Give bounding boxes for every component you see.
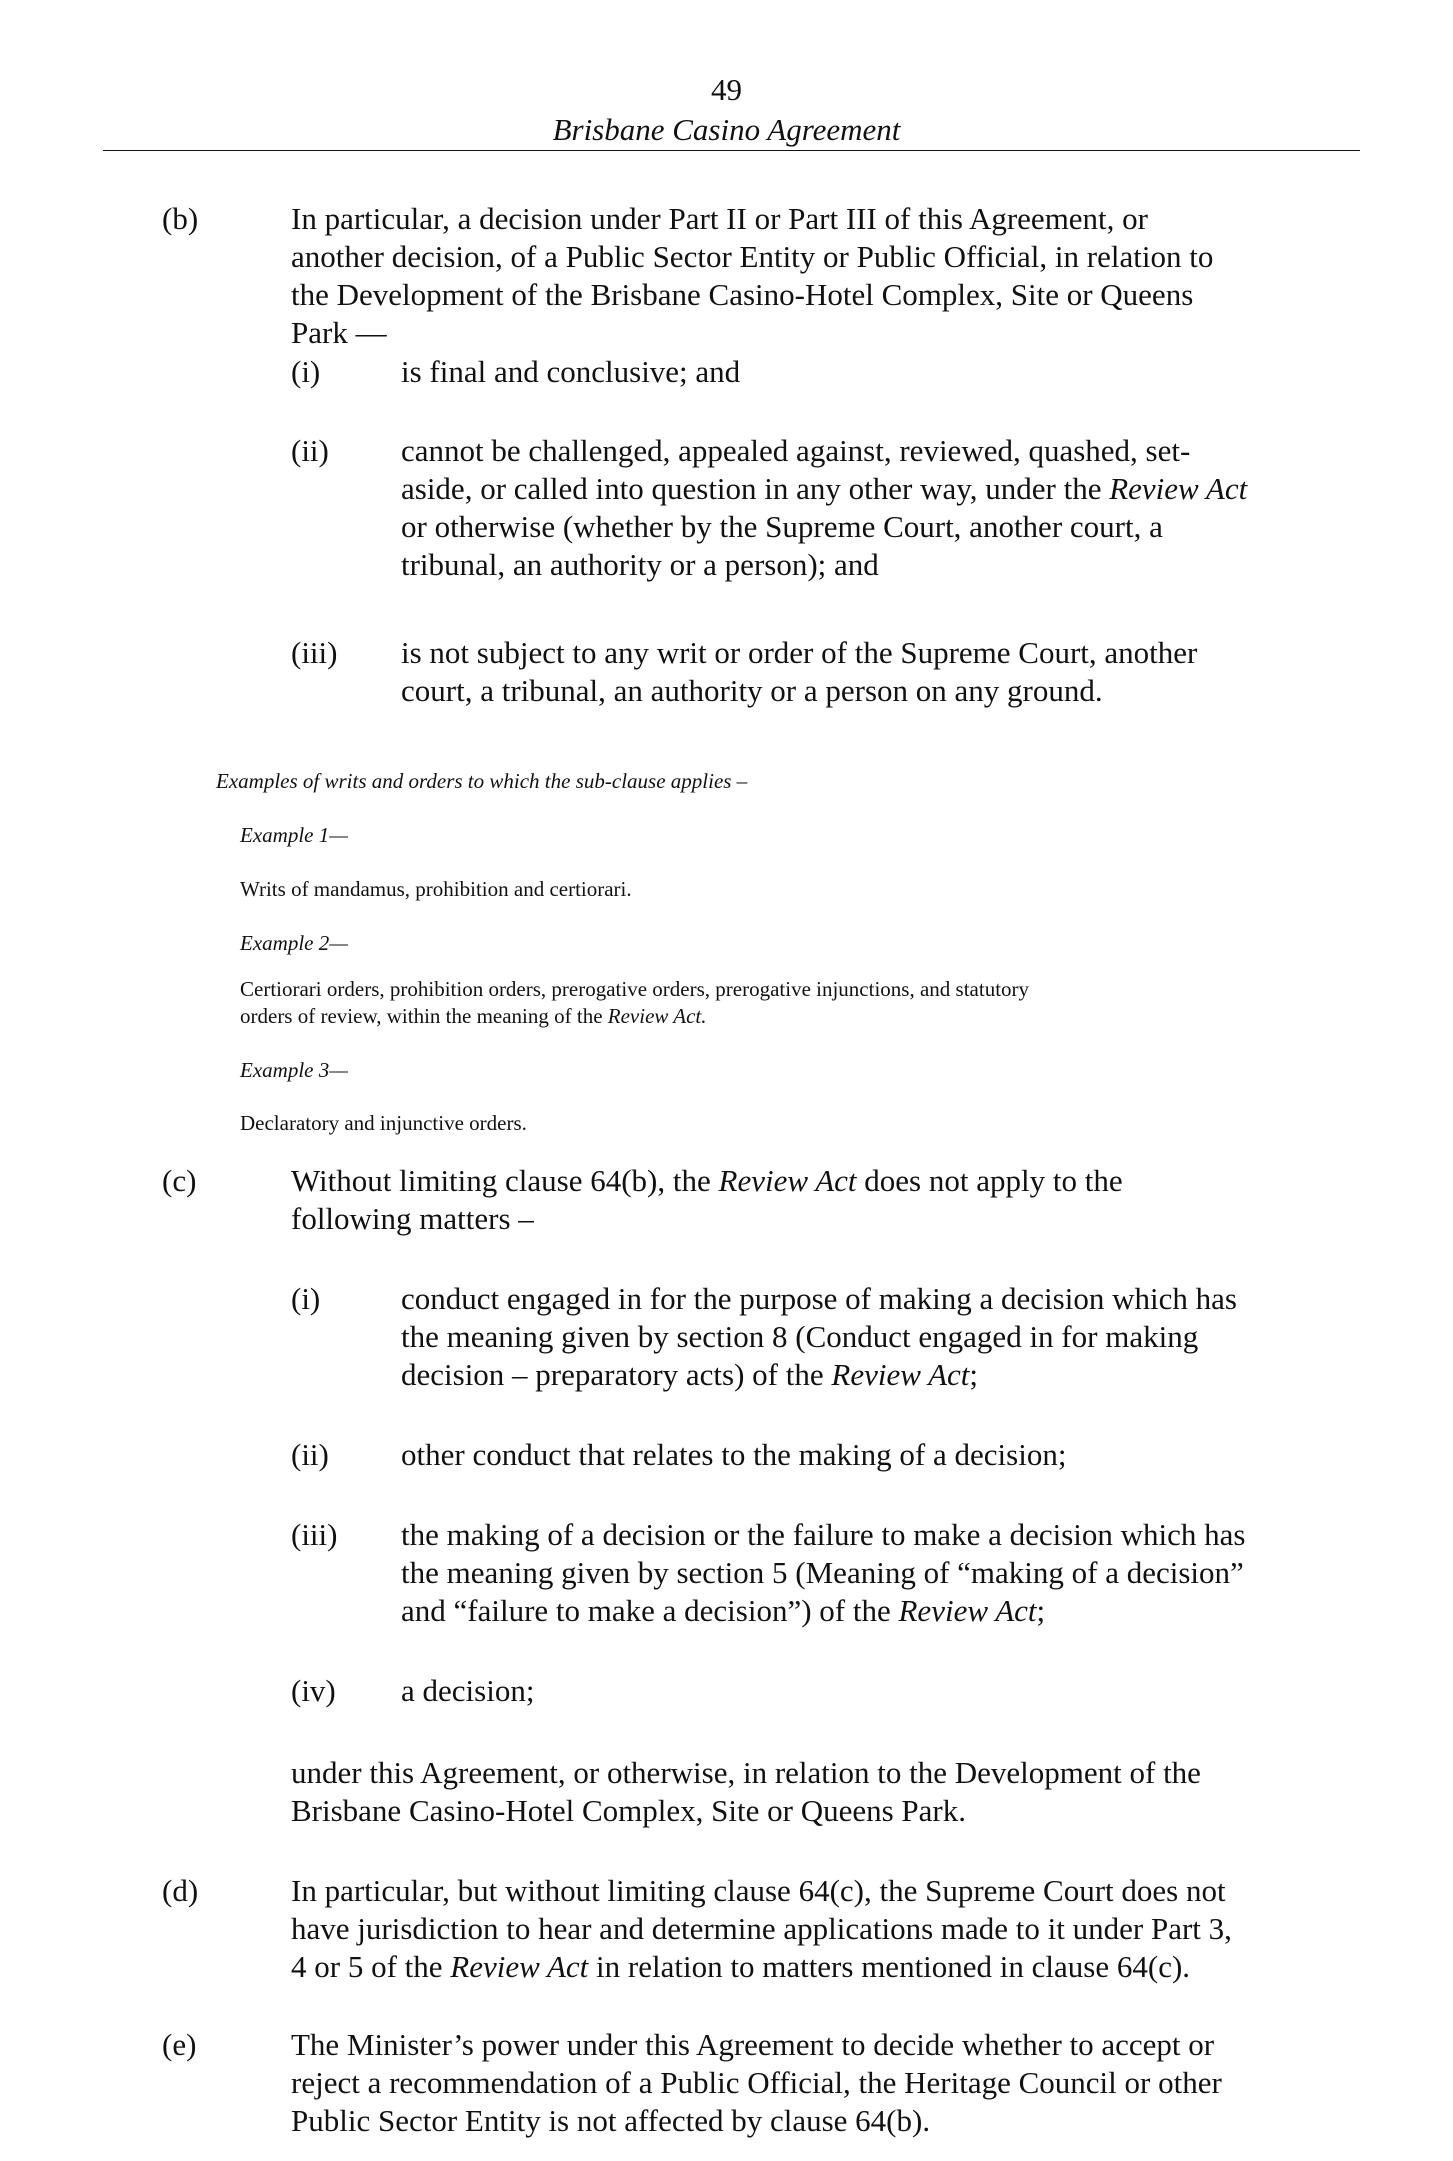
- clause-c-item-text: decision – preparatory acts) of the: [401, 1357, 824, 1392]
- clause-c-item-text: the meaning given by section 8 (Conduct engaged in for making: [401, 1319, 1199, 1354]
- clause-b-item-text: [401, 470, 1247, 508]
- clause-b-item-text: cannot be challenged, appealed against, reviewed, quashed, set-: [401, 433, 1191, 468]
- review-act-ref: Review Act: [718, 1163, 857, 1198]
- clause-e-label: (e): [162, 2027, 197, 2062]
- clause-e-line: Public Sector Entity is not affected by clause 64(b).: [291, 2103, 931, 2138]
- review-act-ref: Review Act.: [607, 1004, 707, 1028]
- clause-e-line: The Minister’s power under this Agreement to decide whether to accept or: [291, 2027, 1215, 2062]
- clause-e-line: reject a recommendation of a Public Official, the Heritage Council or other: [291, 2065, 1222, 2100]
- header-rule: [103, 150, 1360, 151]
- clause-d-line: [291, 1948, 1190, 1986]
- review-act-ref: Review Act: [450, 1949, 589, 1984]
- example-text: Certiorari orders, prohibition orders, prerogative orders, prerogative injunctions, and statutory: [240, 977, 1030, 1001]
- clause-c-item-text: [401, 1356, 978, 1394]
- clause-c-item-text: other conduct that relates to the making of a decision;: [401, 1437, 1067, 1472]
- clause-c-item-text: a decision;: [401, 1673, 535, 1708]
- clause-b-item-text: court, a tribunal, an authority or a person on any ground.: [401, 673, 1103, 708]
- clause-b-label: (b): [162, 201, 199, 236]
- example-label: Example 1—: [240, 823, 348, 847]
- clause-b-line: the Development of the Brisbane Casino-Hotel Complex, Site or Queens: [291, 277, 1194, 312]
- clause-c-item-text: and “failure to make a decision”) of the: [401, 1593, 891, 1628]
- clause-b-item-text: is final and conclusive; and: [401, 354, 741, 389]
- clause-d-text: 4 or 5 of the: [291, 1949, 443, 1984]
- clause-b-item-label: (i): [291, 354, 321, 389]
- clause-c-item-label: (i): [291, 1281, 321, 1316]
- page-number: 49: [711, 72, 742, 107]
- clause-c-item-label: (iii): [291, 1517, 338, 1552]
- clause-c-item-text: the making of a decision or the failure to make a decision which has: [401, 1517, 1246, 1552]
- clause-c-tail: under this Agreement, or otherwise, in relation to the Development of the: [291, 1755, 1201, 1790]
- clause-c-item-text: the meaning given by section 5 (Meaning of “making of a decision”: [401, 1555, 1244, 1590]
- example-text: orders of review, within the meaning of the: [240, 1004, 603, 1028]
- punctuation: ;: [969, 1357, 979, 1392]
- clause-c-item-text: conduct engaged in for the purpose of making a decision which has: [401, 1281, 1237, 1316]
- clause-c-label: (c): [162, 1163, 197, 1198]
- clause-c-item-text: [401, 1592, 1045, 1630]
- clause-b-line: Park —: [291, 315, 387, 350]
- clause-b-item-text: or otherwise (whether by the Supreme Court, another court, a: [401, 509, 1163, 544]
- clause-c-tail: Brisbane Casino-Hotel Complex, Site or Queens Park.: [291, 1793, 967, 1828]
- clause-b-line: another decision, of a Public Sector Entity or Public Official, in relation to: [291, 239, 1214, 274]
- clause-b-item-text: is not subject to any writ or order of the Supreme Court, another: [401, 635, 1198, 670]
- clause-d-label: (d): [162, 1873, 199, 1908]
- example-text: Declaratory and injunctive orders.: [240, 1111, 527, 1135]
- example-text: [240, 1003, 707, 1030]
- clause-c-item-label: (iv): [291, 1673, 336, 1708]
- review-act-ref: Review Act: [898, 1593, 1037, 1628]
- example-text: Writs of mandamus, prohibition and certiorari.: [240, 877, 632, 901]
- clause-b-line: In particular, a decision under Part II or Part III of this Agreement, or: [291, 201, 1148, 236]
- examples-heading: Examples of writs and orders to which the sub-clause applies –: [216, 769, 748, 793]
- clause-d-line: In particular, but without limiting clause 64(c), the Supreme Court does not: [291, 1873, 1226, 1908]
- clause-c-item-label: (ii): [291, 1437, 329, 1472]
- clause-c-line: following matters –: [291, 1201, 534, 1236]
- clause-c-text: Without limiting clause 64(b), the: [291, 1163, 711, 1198]
- running-title: Brisbane Casino Agreement: [552, 112, 901, 147]
- clause-c-text: does not apply to the: [864, 1163, 1123, 1198]
- example-label: Example 3—: [240, 1058, 348, 1082]
- example-label: Example 2—: [240, 931, 348, 955]
- review-act-ref: Review Act: [1109, 471, 1248, 506]
- clause-b-item-text: tribunal, an authority or a person); and: [401, 547, 879, 582]
- clause-c-line: [291, 1162, 1123, 1200]
- clause-b-item-text: aside, or called into question in any other way, under the: [401, 471, 1102, 506]
- review-act-ref: Review Act: [831, 1357, 970, 1392]
- clause-b-item-label: (ii): [291, 433, 329, 468]
- clause-b-item-label: (iii): [291, 635, 338, 670]
- clause-d-line: have jurisdiction to hear and determine applications made to it under Part 3,: [291, 1911, 1232, 1946]
- punctuation: ;: [1036, 1593, 1046, 1628]
- clause-d-text: in relation to matters mentioned in clause 64(c).: [596, 1949, 1191, 1984]
